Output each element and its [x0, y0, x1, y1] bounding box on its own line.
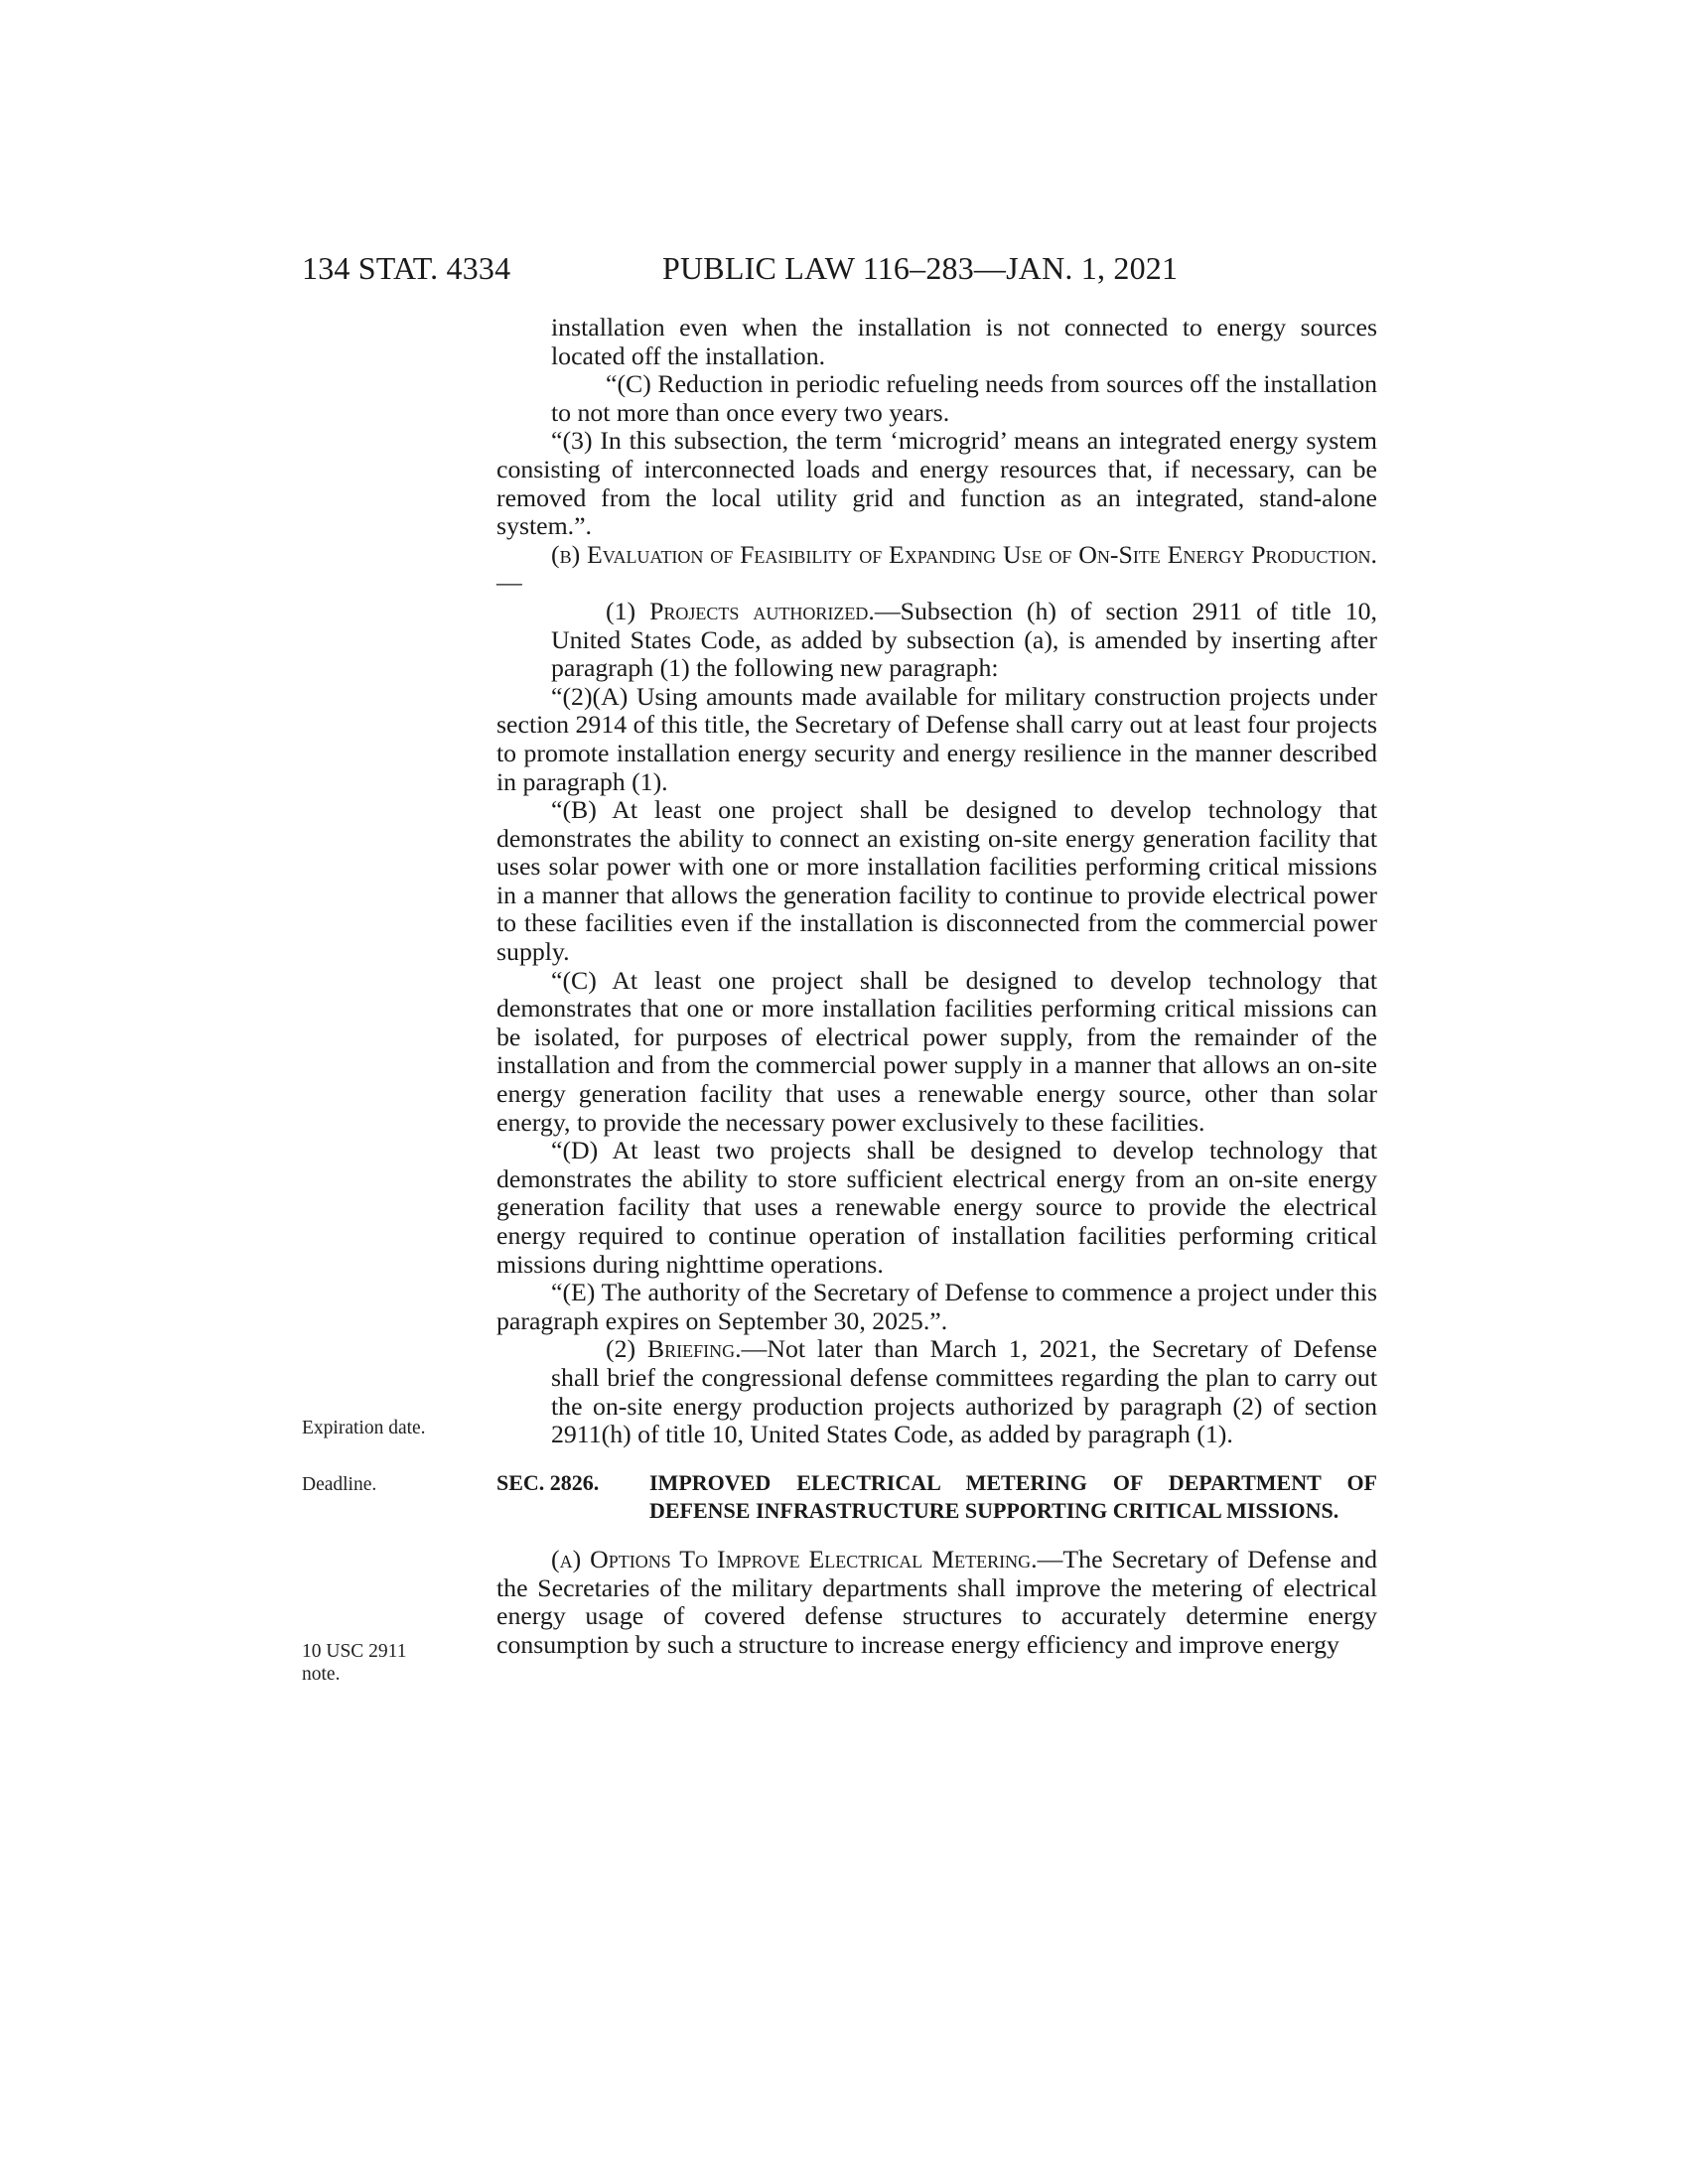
paragraph-1-projects [496, 598, 1377, 683]
subsection-a [496, 1546, 1377, 1659]
margin-note-deadline: Deadline. [302, 1474, 377, 1495]
paragraph-2d: “(D) At least two projects shall be designed to develop technology that demonstrates the ability to store sufficient electrical energy from an on-site energy generation facility that uses a renewable energy source to provide the electrical energy required to continue operation of installation facilities performing critical missions during nighttime operations. [496, 1136, 1377, 1279]
paragraph-2a: “(2)(A) Using amounts made available for military construction projects under section 2914 of this title, the Secretary of Defense shall carry out at least four projects to promote installation energy security and energy resilience in the manner described in paragraph (1). [496, 681, 1377, 796]
paragraph-2e: “(E) The authority of the Secretary of Defense to commence a project under this paragraph expires on September 30, 2025.”. [496, 1278, 1377, 1335]
briefing-text: —Not later than March 1, 2021, the Secretary of Defense shall brief the congressional defense committees regarding the plan to carry out the on-site energy production projects authorized by paragraph (2) of section 2911(h) of title 10, United States Code, as added by paragraph (1). [551, 1334, 1377, 1449]
section-heading [496, 1469, 1377, 1526]
paragraph-1-text: —Subsection (h) of section 2911 of title 10, United States Code, as added by subsection (a), is amended by inserting after paragraph (1) the following new paragraph: [551, 596, 1377, 683]
document-body [496, 314, 1377, 1659]
subsection-b-heading: (b) Evaluation of Feasibility of Expanding Use of On-Site Energy Production.— [496, 539, 1377, 598]
paragraph-continuation: installation even when the installation is not connected to energy sources located off the installation. [551, 313, 1377, 370]
subsection-a-label: (a) Options To Improve Electrical Metering. [551, 1544, 1038, 1573]
paragraph-c-refueling: “(C) Reduction in periodic refueling needs from sources off the installation to not more than once every two years. [551, 369, 1377, 427]
margin-note-usc-line2: note. [302, 1664, 341, 1685]
margin-note-usc-line1: 10 USC 2911 [302, 1641, 407, 1662]
subsection-a-text: —The Secretary of Defense and the Secretaries of the military departments shall improve the metering of electrical energy usage of covered defense structures to accurately determine energy consumption by such a structure to increase energy efficiency and improve energy [496, 1544, 1377, 1659]
briefing-label: (2) Briefing. [606, 1334, 742, 1364]
paragraph-3-microgrid: “(3) In this subsection, the term ‘microgrid’ means an integrated energy system consisting of interconnected loads and energy resources that, if necessary, can be removed from the local utility grid and function as an integrated, stand-alone system.”. [496, 426, 1377, 541]
law-title: PUBLIC LAW 116–283—JAN. 1, 2021 [662, 250, 1179, 286]
margin-note-usc [302, 1640, 406, 1686]
section-number: SEC. 2826. [496, 1469, 600, 1495]
paragraph-2b: “(B) At least one project shall be designed to develop technology that demonstrates the ability to connect an existing on-site energy generation facility that uses solar power with one or more installation facilities performing critical missions in a manner that allows the generation facility to continue to provide electrical power to these facilities even if the installation is disconnected from the commercial power supply. [496, 795, 1377, 967]
paragraph-2c: “(C) At least one project shall be designed to develop technology that demonstrates that one or more installation facilities performing critical missions can be isolated, for purposes of electrical power supply, from the remainder of the installation and from the commercial power supply in a manner that allows an on-site energy generation facility that uses a renewable energy source, other than solar energy, to provide the necessary power exclusively to these facilities. [496, 965, 1377, 1137]
paragraph-2-briefing [496, 1335, 1377, 1448]
margin-note-expiration: Expiration date. [302, 1418, 426, 1438]
section-title: IMPROVED ELECTRICAL METERING OF DEPARTMENT OF DEFENSE INFRASTRUCTURE SUPPORTING CRITICAL MISSIONS. [649, 1469, 1377, 1524]
stat-citation: 134 STAT. 4334 [302, 250, 511, 286]
paragraph-1-label: (1) Projects authorized. [606, 596, 875, 625]
